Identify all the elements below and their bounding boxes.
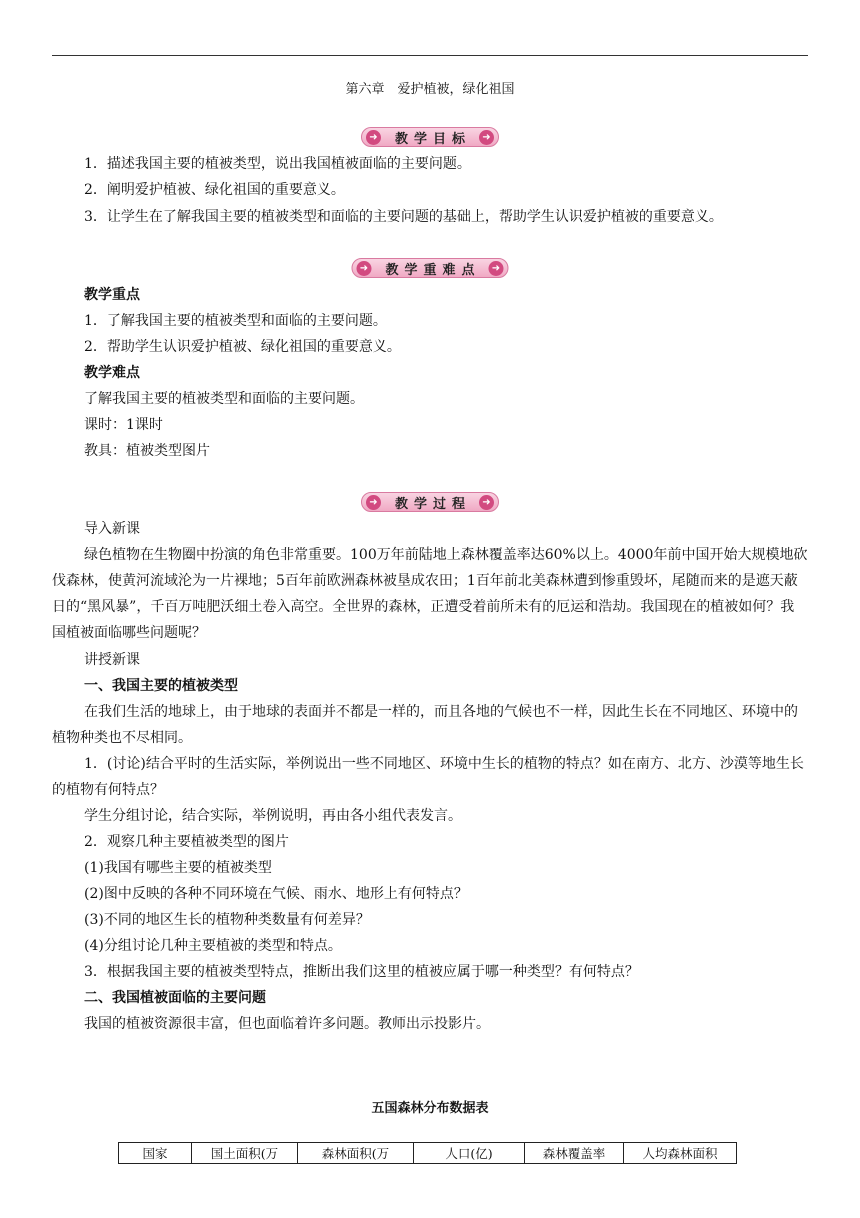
header-rule <box>52 55 808 56</box>
table-header-cell: 人口(亿) <box>414 1143 525 1164</box>
part2-heading: 二、我国植被面临的主要问题 <box>84 990 266 1006</box>
arrow-left-icon: ➜ <box>479 495 494 510</box>
arrow-right-icon: ➜ <box>366 130 381 145</box>
part1-question-1: 1．(讨论)结合平时的生活实际，举例说出一些不同地区、环境中生长的植物的特点？如在南方、北方、沙漠等地生长的植物有何特点？ <box>52 756 804 798</box>
teaching-tools: 教具：植被类型图片 <box>84 443 210 459</box>
lecture-label: 讲授新课 <box>84 652 140 668</box>
table-header-cell: 国土面积(万 <box>192 1143 298 1164</box>
difficulty-label: 教学难点 <box>84 365 140 381</box>
part1-question-1-answer: 学生分组讨论，结合实际，举例说明，再由各小组代表发言。 <box>84 808 462 824</box>
key-points-banner <box>351 258 508 278</box>
arrow-right-icon: ➜ <box>356 261 371 276</box>
chapter-title: 第六章 爱护植被，绿化祖国 <box>345 82 515 97</box>
table-header-cell: 人均森林面积 <box>624 1143 737 1164</box>
focus-item: 2．帮助学生认识爱护植被、绿化祖国的重要意义。 <box>84 339 401 355</box>
sub-question: (4)分组讨论几种主要植被的类型和特点。 <box>84 938 342 954</box>
objective-item: 2．阐明爱护植被、绿化祖国的重要意义。 <box>84 182 345 198</box>
objectives-banner <box>361 127 499 147</box>
table-header-row <box>119 1143 737 1164</box>
table-header-cell: 森林面积(万 <box>298 1143 414 1164</box>
table-title: 五国森林分布数据表 <box>371 1101 489 1116</box>
objective-item: 1．描述我国主要的植被类型，说出我国植被面临的主要问题。 <box>84 156 471 172</box>
arrow-right-icon: ➜ <box>366 495 381 510</box>
objectives-banner-label: 教学目标 <box>394 131 472 147</box>
arrow-left-icon: ➜ <box>479 130 494 145</box>
part1-paragraph: 在我们生活的地球上，由于地球的表面并不都是一样的，而且各地的气候也不一样，因此生长在不同地区、环境中的植物种类也不尽相同。 <box>52 704 798 746</box>
sub-question: (1)我国有哪些主要的植被类型 <box>84 860 272 876</box>
part1-question-2: 2．观察几种主要植被类型的图片 <box>84 834 289 850</box>
forest-data-table <box>118 1142 737 1164</box>
intro-paragraph: 绿色植物在生物圈中扮演的角色非常重要。100万年前陆地上森林覆盖率达60%以上。4000年前中国开始大规模地砍伐森林，使黄河流域沦为一片裸地；5百年前欧洲森林被垦成农田；1百年前北美森林遭到惨重毁坏，尾随而来的是遮天蔽日的“黑风暴”，千百万吨肥沃细土卷入高空。全世界的森林，正遭受着前所未有的厄运和浩劫。我国现在的植被如何？我国植被面临哪些问题呢？ <box>52 547 808 641</box>
key-points-banner-label: 教学重难点 <box>385 262 481 278</box>
part1-heading: 一、我国主要的植被类型 <box>84 678 238 694</box>
part1-question-3: 3．根据我国主要的植被类型特点，推断出我们这里的植被应属于哪一种类型？有何特点？ <box>84 964 639 980</box>
objective-item: 3．让学生在了解我国主要的植被类型和面临的主要问题的基础上，帮助学生认识爱护植被的重要意义。 <box>84 209 723 225</box>
difficulty-text: 了解我国主要的植被类型和面临的主要问题。 <box>84 391 364 407</box>
class-hours: 课时：1课时 <box>84 417 163 433</box>
process-banner <box>361 492 499 512</box>
process-banner-label: 教学过程 <box>394 496 472 512</box>
table-header-cell: 森林覆盖率 <box>525 1143 624 1164</box>
sub-question: (3)不同的地区生长的植物种类数量有何差异？ <box>84 912 370 928</box>
table-header-cell: 国家 <box>119 1143 192 1164</box>
focus-item: 1．了解我国主要的植被类型和面临的主要问题。 <box>84 313 387 329</box>
focus-label: 教学重点 <box>84 287 140 303</box>
arrow-left-icon: ➜ <box>489 261 504 276</box>
sub-question: (2)图中反映的各种不同环境在气候、雨水、地形上有何特点？ <box>84 886 468 902</box>
part2-paragraph: 我国的植被资源很丰富，但也面临着许多问题。教师出示投影片。 <box>84 1016 490 1032</box>
intro-label: 导入新课 <box>84 521 140 537</box>
